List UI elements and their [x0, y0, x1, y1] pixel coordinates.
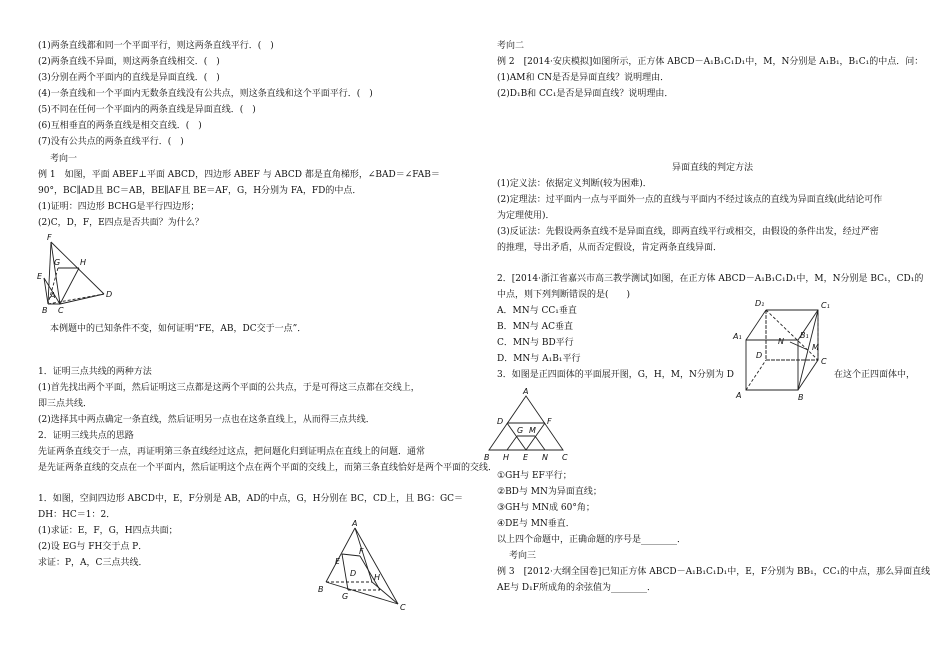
example-1-line-2: 90°，BC∥AD且 BC＝AB，BE∥AF且 BE＝AF，G，H分别为 FA，FD的中点． [38, 186, 362, 196]
judge-item-3: (3)分别在两个平面内的直线是异面直线．( ) [38, 73, 220, 83]
example-1-line-1: 例 1 如图，平面 ABEF⊥平面 ABCD，四边形 ABEF 与 ABCD 都是直角梯形，∠BAD＝∠FAB＝ [38, 170, 440, 180]
example-1-question-2: (2)C，D，F，E四点是否共面？为什么？ [38, 218, 204, 228]
net-label-g: G [517, 426, 524, 435]
cube-label-c: C [821, 357, 827, 366]
cube-label-c1: C₁ [821, 301, 830, 310]
fig1-label-f: F [47, 233, 52, 242]
fig2-label-a: A [352, 519, 358, 528]
example-1-figure [36, 232, 116, 318]
cube-figure [728, 298, 838, 406]
statement-2: ②BD与 MN为异面直线； [497, 487, 602, 497]
net-label-h: H [503, 453, 510, 462]
exercise-1-figure [312, 520, 412, 610]
net-label-d: D [497, 417, 504, 426]
method-1-a: (1)首先找出两个平面，然后证明这三点都是这两个平面的公共点，于是可得这三点都在交线上， [38, 383, 420, 393]
method-1-b: (2)选择其中两点确定一条直线，然后证明另一点也在这条直线上，从而得三点共线． [38, 415, 375, 425]
cube-label-m: M [812, 343, 819, 352]
section-kaoxiang-1: 考向一 [50, 154, 78, 164]
option-b: B．MN与 AC垂直 [497, 322, 573, 332]
exercise-1-question-1: (1)求证：E，F，G，H四点共面； [38, 526, 178, 536]
example-2-question-1: (1)AM和 CN是否是异面直线？说明理由． [497, 73, 670, 83]
judge-item-5: (5)不同在任何一个平面内的两条直线是异面直线．( ) [38, 105, 256, 115]
fig1-label-b: B [42, 306, 48, 315]
net-label-c: C [562, 453, 568, 462]
section-title-skew-lines: 异面直线的判定方法 [671, 163, 753, 173]
fig1-label-g: G [54, 258, 61, 267]
method-2-a-cont: 是先证两条直线的交点在一个平面内，然后证明这个点在两个平面的交线上，而第三条直线恰好是两个平面的交线． [38, 463, 498, 473]
section-kaoxiang-3: 考向三 [509, 551, 537, 561]
cube-label-d1: D₁ [755, 299, 765, 308]
statement-4: ④DE与 MN垂直． [497, 519, 575, 529]
section-kaoxiang-2: 考向二 [497, 41, 525, 51]
fig1-label-a: A [50, 291, 56, 300]
example-3-line-1: 例 3 [2012·大纲全国卷]已知正方体 ABCD－A₁B₁C₁D₁中，E，F分别为 BB₁，CC₁的中点，那么异面直线 [497, 567, 931, 577]
cube-label-a1: A₁ [733, 332, 742, 341]
example-2-question-2: (2)D₁B和 CC₁是否是异面直线？说明理由． [497, 89, 674, 99]
cube-label-a: A [736, 391, 742, 400]
example-2-line-1: 例 2 [2014·安庆模拟]如图所示，正方体 ABCD－A₁B₁C₁D₁中，M，N分别是 A₁B₁，B₁C₁的中点．问： [497, 57, 924, 67]
net-label-n: N [542, 453, 548, 462]
fig2-label-c: C [400, 603, 406, 612]
exercise-1-line-1: 1．如图，空间四边形 ABCD中，E，F分别是 AB，AD的中点，G，H分别在 BC，CD上，且 BG：GC＝ [38, 494, 464, 504]
net-label-f: F [547, 417, 552, 426]
net-label-a: A [523, 387, 529, 396]
judge-item-2: (2)两条直线不异面，则这两条直线相交．( ) [38, 57, 220, 67]
statement-3: ③GH与 MN成 60°角； [497, 503, 595, 513]
fig2-label-g: G [342, 592, 349, 601]
fig2-label-d: D [350, 569, 357, 578]
method-definition: (1)定义法：依据定义判断(较为困难)． [497, 179, 652, 189]
cube-label-b: B [798, 393, 804, 402]
fig1-label-e: E [37, 272, 43, 281]
method-contradiction: (3)反证法：先假设两条直线不是异面直线，即两直线平行或相交，由假设的条件出发，经过严密 [497, 227, 879, 237]
problem-3-line-b: 在这个正四面体中， [834, 370, 916, 380]
problem-3-question: 以上四个命题中，正确命题的序号是________． [497, 535, 687, 545]
fig2-label-b: B [318, 585, 324, 594]
option-d: D．MN与 A₁B₁平行 [497, 354, 581, 364]
fig2-label-h: H [374, 573, 381, 582]
option-c: C．MN与 BD平行 [497, 338, 574, 348]
exercise-1-question-3: 求证：P，A，C三点共线． [38, 558, 148, 568]
fig1-label-c: C [58, 306, 64, 315]
method-contradiction-cont: 的推理，导出矛盾，从而否定假设，肯定两条直线异面． [497, 243, 723, 253]
fig1-label-h: H [80, 258, 87, 267]
fig2-label-f: F [359, 547, 364, 556]
problem-2-line-2: 中点，则下列判断错误的是( ) [497, 290, 631, 300]
method-1-title: 1．证明三点共线的两种方法 [38, 367, 152, 377]
statement-1: ①GH与 EF平行； [497, 471, 572, 481]
method-2-title: 2．证明三线共点的思路 [38, 431, 134, 441]
exercise-1-question-2: (2)设 EG与 FH交于点 P． [38, 542, 148, 552]
example-1-remark: 本例题中的已知条件不变，如何证明“FE，AB，DC交于一点”． [50, 324, 307, 334]
exercise-1-line-2: DH：HC＝1：2． [38, 510, 116, 520]
option-a: A．MN与 CC₁垂直 [497, 306, 577, 316]
cube-label-b1: B₁ [800, 331, 809, 340]
method-theorem: (2)定理法：过平面内一点与平面外一点的直线与平面内不经过该点的直线为异面直线(此结论可作 [497, 195, 883, 205]
fig2-label-e: E [335, 557, 341, 566]
cube-label-n: N [778, 337, 784, 346]
cube-label-d: D [756, 351, 763, 360]
judge-item-7: (7)没有公共点的两条直线平行．( ) [38, 137, 184, 147]
judge-item-1: (1)两条直线都和同一个平面平行，则这两条直线平行．( ) [38, 41, 274, 51]
net-label-b: B [484, 453, 490, 462]
problem-2-line-1: 2．[2014·浙江省嘉兴市高三教学测试]如图，在正方体 ABCD－A₁B₁C₁D₁中，M，N分别是 BC₁，CD₁的 [497, 274, 924, 284]
fig1-label-d: D [106, 290, 113, 299]
judge-item-6: (6)互相垂直的两条直线是相交直线．( ) [38, 121, 202, 131]
example-1-question-1: (1)证明：四边形 BCHG是平行四边形； [38, 202, 200, 212]
method-theorem-cont: 为定理使用)． [497, 211, 555, 221]
net-label-e: E [523, 453, 529, 462]
tetrahedron-net-figure [483, 387, 593, 464]
judge-item-4: (4)一条直线和一个平面内无数条直线没有公共点，则这条直线和这个平面平行．( ) [38, 89, 373, 99]
example-3-line-2: AE与 D₁F所成角的余弦值为________． [497, 583, 656, 593]
method-2-a: 先证两条直线交于一点，再证明第三条直线经过这点，把问题化归到证明点在直线上的问题．通常 [38, 447, 426, 457]
problem-3-line-a: 3．如图是正四面体的平面展开图，G，H，M，N分别为 D [497, 370, 734, 380]
method-1-a-cont: 即三点共线． [38, 399, 93, 409]
net-label-m: M [529, 426, 536, 435]
